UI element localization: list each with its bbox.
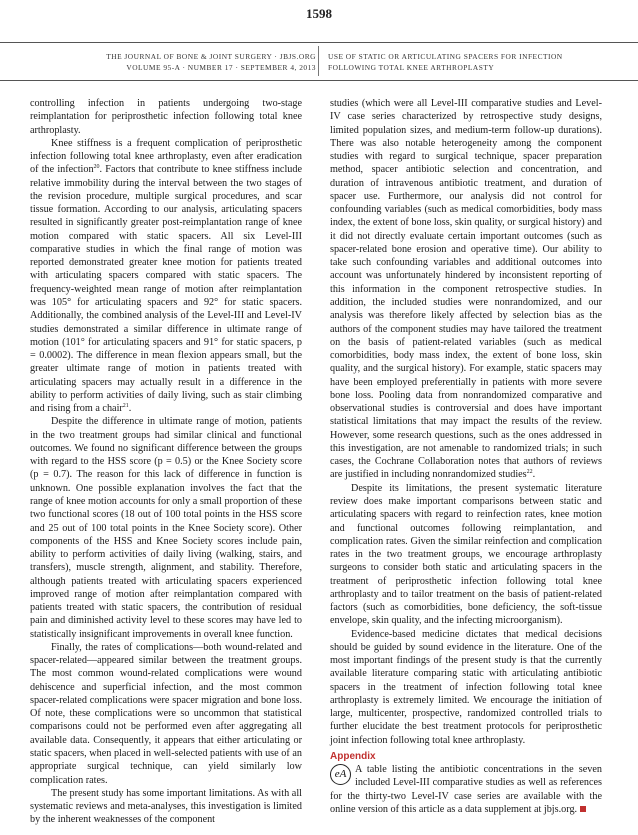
appendix-text: A table listing the antibiotic concentrations in the seven included Level-III comparative studies as well as references for the thirty-two Level-IV case series are available with the online version of this article as a data supplement at jbjs.org. [330, 764, 602, 815]
article-title-line1: USE OF STATIC OR ARTICULATING SPACERS FOR INFECTION [328, 52, 563, 61]
header-top-rule [0, 42, 638, 43]
paragraph: Despite its limitations, the present systematic literature review does make important comparisons between static and articulating spacers with regard to reinfection rates, knee motion and functional outcomes following reimplantation, and complication rates. Given the similar reinfection and complication rates in the two treatment groups, we encourage arthroplasty surgeons to consider both static and articulating spacers in the treatment of periprosthetic infection following total knee arthroplasty and to tailor treatment on the basis of patient-related factors (such as comorbidities, bone deficiency, the soft-tissue envelope, skin quality, and the infecting microorganism). [330, 482, 602, 627]
running-header-journal [26, 51, 316, 73]
running-header-title [328, 51, 618, 73]
paragraph: controlling infection in patients undergoing two-stage reimplantation for periprosthetic infection following total knee arthroplasty. [30, 98, 302, 136]
paragraph: Despite the difference in ultimate range of motion, patients in the two treatment groups had similar clinical and functional outcomes. We found no significant difference between the groups with regard to the HSS score (p = 0.5) or the Knee Society score (p = 0.7). The reason for this lack of difference in function is unknown. One possible explanation involves the fact that the range of knee motion accounts for only a small proportion of these two functional scores (18 out of 100 total points in the HSS score and 25 out of 100 total points in the Knee Society score). Other components of the HSS and Knee Society scores include pain, ability to perform activities of daily living (walking, stairs, and transfers), muscle strength, alignment, and stability. Therefore, although patients treated with articulating spacers experienced improved range of motion after reimplantation compared with patients treated with static spacers, the contribution of residual pain and diminished activity level to these scores may have led to statistically insignificant improvements in overall knee function. [30, 416, 302, 640]
paragraph-knee-stiffness: Knee stiffness is a frequent complication of periprosthetic infection following total knee arthroplasty, even after eradication of the infection$^{20}$. Factors that contribute to knee stiffness include relative immobility during the interval between the two stages of the revision procedure, multiple surgical procedures, and scar tissue formation. According to our analysis, articulating spacers resulted in significantly greater post-reimplantation range of knee motion compared with static spacers. All six Level-III comparative studies in which the final range of motion was reported demonstrated greater knee motion for patients treated with articulating spacers compared with static spacers. The frequency-weighted mean range of motion after reimplantation was 105° for articulating spacers and 92° for static spacers. Additionally, the combined analysis of the Level-III and Level-IV studies demonstrated a similar difference in ultimate range of motion (101° for articulating spacers and 91° for static spacers, p = 0.0002). The difference in mean flexion appears small, but the greater ultimate range of motion in patients treated with articulating spacers may actually result in a difference in the ability to perform activities of daily living, such as stair climbing and rising from a chair$^{21}$. [30, 137, 302, 415]
journal-volume: VOLUME 95-A · NUMBER 17 · SEPTEMBER 4, 2013 [126, 63, 316, 72]
header-divider [318, 46, 319, 76]
end-of-article-square-icon [580, 806, 586, 812]
article-title-line2: FOLLOWING TOTAL KNEE ARTHROPLASTY [328, 63, 495, 72]
appendix-heading: Appendix [330, 751, 376, 763]
journal-name: THE JOURNAL OF BONE & JOINT SURGERY · JBJS.ORG [106, 52, 316, 61]
left-column [30, 97, 302, 827]
citation-ref[interactable]: 22 [526, 469, 533, 476]
citation-ref[interactable]: 20 [93, 164, 100, 171]
right-column [330, 97, 602, 816]
paragraph: The present study has some important limitations. As with all systematic reviews and meta-analyses, this investigation is limited by the inherent weaknesses of the component [30, 787, 302, 826]
appendix-block [330, 763, 602, 816]
paragraph-limitations: studies (which were all Level-III comparative studies and Level-IV case series characterized by retrospective study designs, limited population sizes, and medium-term follow-up durations). There was also notable heterogeneity among the component studies with regard to surgical technique, spacer preparation method, spacer antibiotic selection and concentration, and duration of intravenous antibiotic treatment, and duration of spacer use. Furthermore, our analysis did not control for confounding variables (such as medical comorbidities, body mass index, the extent of bone loss, skin quality, or surgical history) and it did not directly evaluate certain important outcomes (such as spacer-related bone erosion and operative time). Our ability to take such confounding variables and additional outcomes into account was unfortunately hindered by inconsistent reporting of this information in the component retrospective studies. In addition, the included studies were nonrandomized, and our analysis was therefore likely affected by selection bias as the authors of the component studies may have tailored the treatment on the basis of patient-related variables (such as medical comorbidities, body mass index, the extent of bone loss, skin quality, and the surgical history). For example, static spacers may have been employed preferentially in patients with more severe bone loss. Pooling data from nonrandomized comparative and observational studies is controversial and does have important statistical limitations that may impact the results of the review. However, some research questions, such as the ones addressed in this investigation, are not amenable to randomized trials; in such cases, the Cochrane Collaboration notes that authors of reviews are justified in including nonrandomized studies$^{22}$. [330, 98, 602, 481]
enhanced-article-icon[interactable]: eA [330, 764, 351, 785]
page-number: 1598 [306, 6, 332, 21]
header-bottom-rule [0, 80, 638, 81]
citation-ref[interactable]: 21 [122, 403, 129, 410]
paragraph: Finally, the rates of complications—both wound-related and spacer-related—appeared similar between the treatment groups. The most common wound-related complications were wound dehiscence and superficial infection, and the most common spacer-related complications were spacer migration and bone loss. Of note, these complications were so uncommon that statistical comparisons could not be performed even after aggregating all available data. Consequently, it appears that either articulating or static spacers, when placed in well-selected patients with use of an appropriate surgical technique, can yield similarly low complication rates. [30, 641, 302, 786]
paragraph: Evidence-based medicine dictates that medical decisions should be guided by sound evidence in the literature. One of the most important findings of the present study is that the currently available literature comparing static with articulating antibiotic spacers in the treatment of infection following total knee arthroplasty is extremely limited. We encourage the initiation of large, multicenter, prospective, randomized controlled trials to further elucidate the best treatment protocols for periprosthetic joint infection following total knee arthroplasty. [330, 628, 602, 746]
